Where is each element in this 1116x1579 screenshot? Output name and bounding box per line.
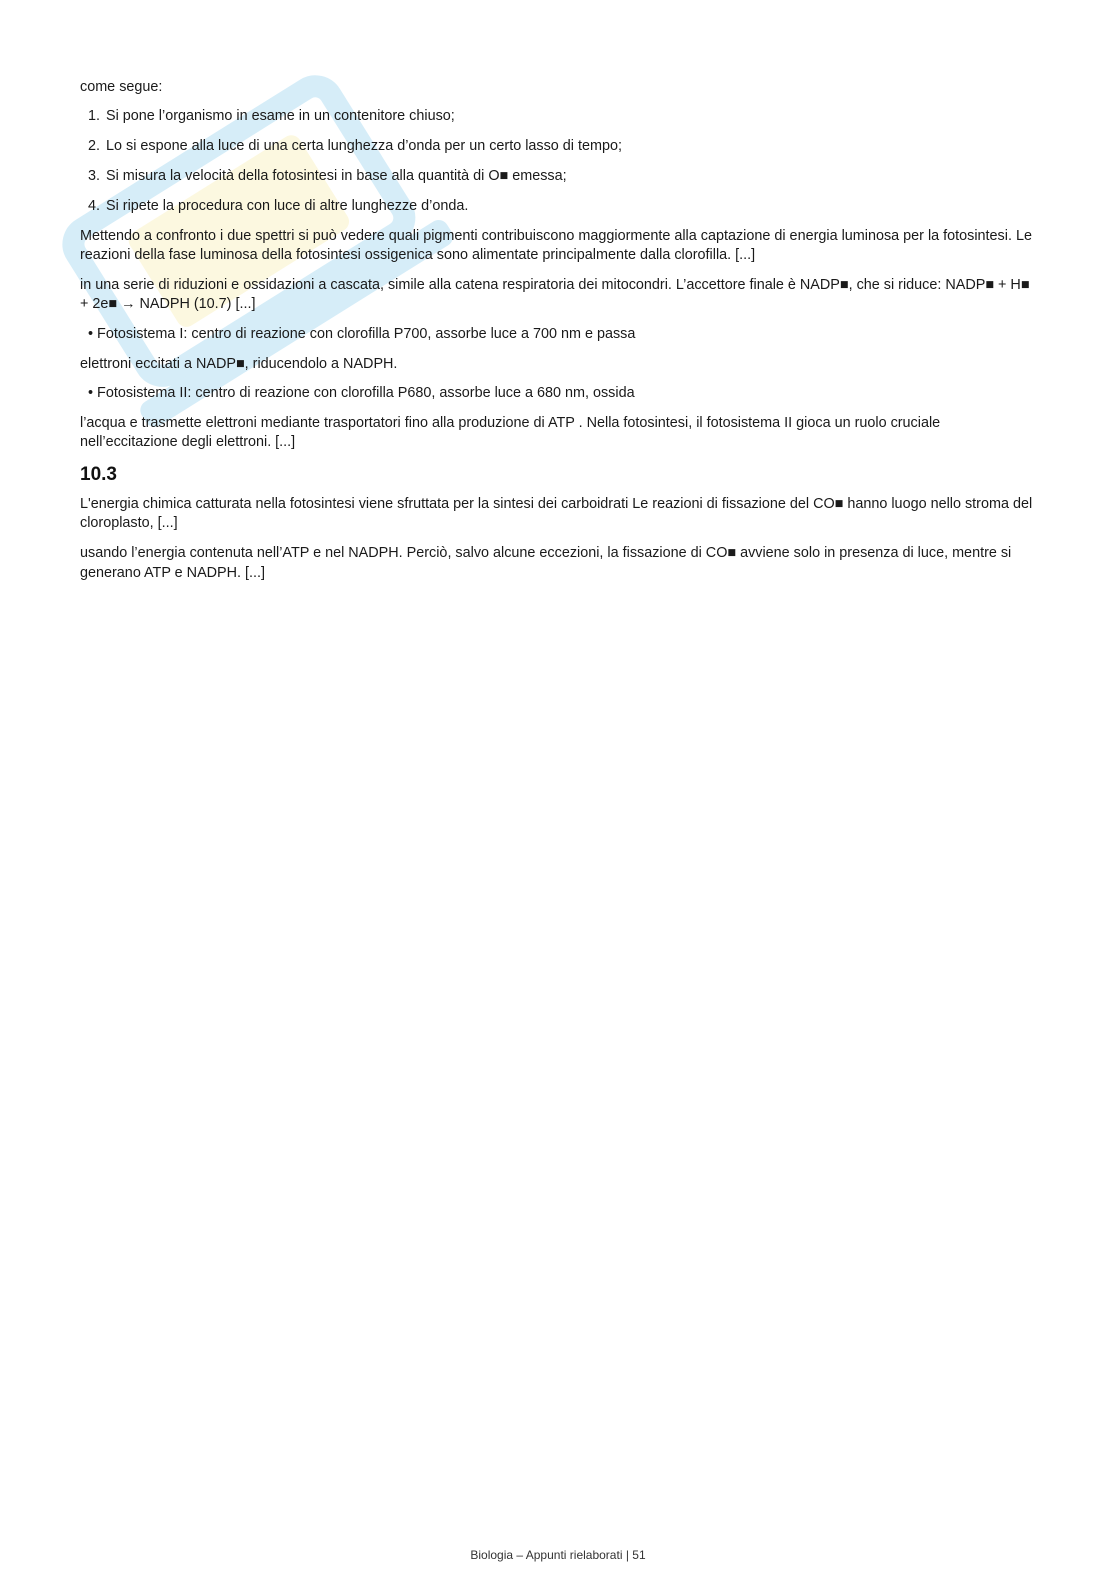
list-item: 3. Si misura la velocità della fotosintesi in base alla quantità di O■ emessa; [104,167,1036,187]
body-paragraph-carbon-fixation: L'energia chimica catturata nella fotosintesi viene sfruttata per la sintesi dei carboidrati Le reazioni di fissazione del CO■ hanno luogo nello stroma del cloroplasto, [...] [80,495,1033,532]
body-paragraph-light-absorption: Mettendo a confronto i due spettri si può vedere quali pigmenti contribuiscono maggiormente alla captazione di energia luminosa per la fotosintesi. Le reazioni della fase luminosa della fotosintesi ossigenica sono alimentate principalmente dalla clorofilla. [...] [80,227,1032,264]
bullet-photosystem-1-continuation: elettroni eccitati a NADP■, riducendolo a NADPH. [80,355,398,372]
page-content [80,78,1036,593]
procedure-list [80,107,1036,217]
list-item: 1. Si pone l’organismo in esame in un contenitore chiuso; [104,107,1036,127]
body-paragraph-electron-transport: in una serie di riduzioni e ossidazioni a cascata, simile alla catena respiratoria dei mitocondri. L’accettore finale è NADP■, che si riduce: NADP■ + H■ + 2e■ → NADPH (10.7) [...] [80,276,1030,313]
section-heading: 10.3 [80,463,117,485]
page-footer: Biologia – Appunti rielaborati | 51 [470,1548,646,1562]
body-paragraph-calvin-cycle: usando l’energia contenuta nell’ATP e nel NADPH. Perciò, salvo alcune eccezioni, la fissazione di CO■ avviene solo in presenza di luce, mentre si generano ATP e NADPH. [...] [80,545,1012,581]
bullet-photosystem-2: • Fotosistema II: centro di reazione con clorofilla P680, assorbe luce a 680 nm, ossida [88,385,635,402]
list-item: 2. Lo si espone alla luce di una certa lunghezza d’onda per un certo lasso di tempo; [104,137,1036,157]
list-item: 4. Si ripete la procedura con luce di altre lunghezze d’onda. [104,197,1036,217]
bullet-photosystem-1: • Fotosistema I: centro di reazione con clorofilla P700, assorbe luce a 700 nm e passa [88,325,636,342]
body-paragraph-photosystem-2: l’acqua e trasmette elettroni mediante trasportatori fino alla produzione di ATP . Nella fotosintesi, il fotosistema II gioca un ruolo cruciale nell’eccitazione degli elettroni. [...] [80,414,941,451]
intro-text: come segue: [80,79,163,95]
